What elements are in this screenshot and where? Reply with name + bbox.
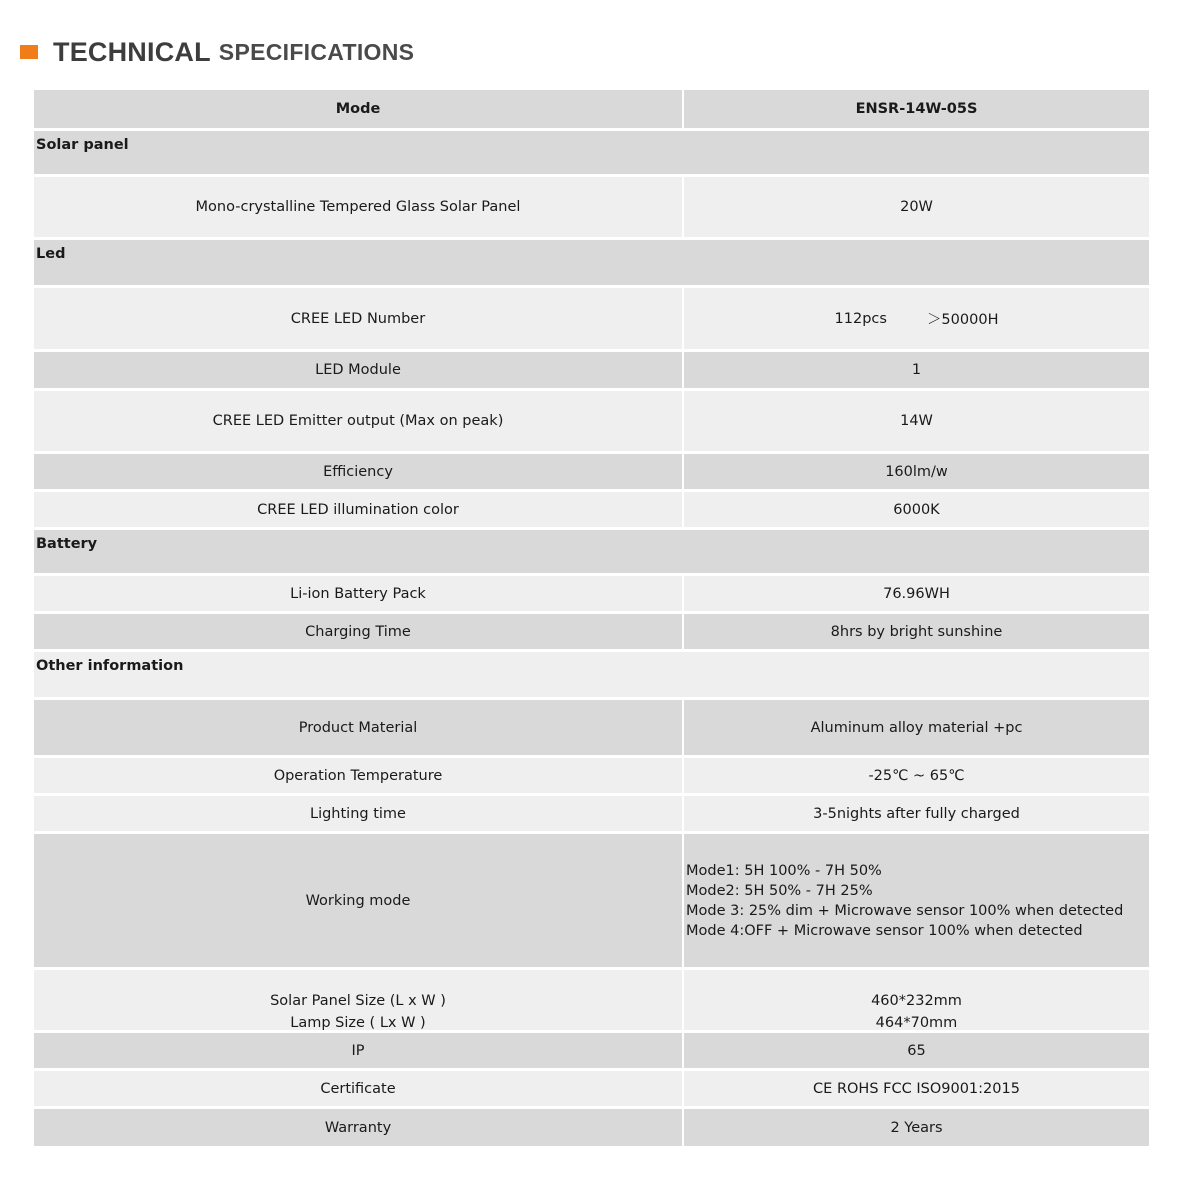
table-row — [34, 758, 1149, 796]
spec-label: Certificate — [34, 1071, 684, 1106]
table-row — [34, 492, 1149, 530]
mode-label: Mode — [34, 90, 684, 128]
spec-label: Mono-crystalline Tempered Glass Solar Panel — [34, 177, 684, 237]
spec-label: Lighting time — [34, 796, 684, 831]
working-mode-list — [684, 834, 1149, 967]
solar-panel-size-value: 460*232mm — [871, 993, 962, 1009]
spec-label — [34, 970, 684, 1030]
table-row-mode — [34, 90, 1149, 131]
table-row — [34, 1033, 1149, 1071]
section-led: Led — [34, 240, 1149, 288]
spec-label: Operation Temperature — [34, 758, 684, 793]
table-row — [34, 454, 1149, 492]
working-mode-item: Mode2: 5H 50% - 7H 25% — [686, 882, 873, 899]
section-other-information: Other information — [34, 652, 1149, 700]
spec-value: 1 — [911, 362, 922, 378]
page-heading — [20, 32, 414, 72]
table-row — [34, 1109, 1149, 1146]
spec-label: Li-ion Battery Pack — [34, 576, 684, 611]
solar-panel-size-label: Solar Panel Size (L x W ) — [270, 993, 446, 1009]
spec-label: CREE LED illumination color — [34, 492, 684, 527]
spec-label: Charging Time — [34, 614, 684, 649]
working-mode-item: Mode 3: 25% dim + Microwave sensor 100% when detected — [686, 902, 1124, 919]
spec-value: 65 — [907, 1042, 926, 1059]
spec-value: 8hrs by bright sunshine — [830, 623, 1003, 640]
spec-value — [684, 970, 1149, 1030]
table-row — [34, 391, 1149, 454]
table-row — [34, 970, 1149, 1033]
table-row — [34, 177, 1149, 240]
section-solar-panel: Solar panel — [34, 131, 1149, 177]
spec-label: Product Material — [34, 700, 684, 755]
spec-label: IP — [34, 1033, 684, 1068]
spec-table — [34, 90, 1149, 1146]
table-row — [34, 834, 1149, 970]
spec-label: LED Module — [34, 352, 684, 388]
led-count-value: 112pcs — [834, 310, 887, 327]
lamp-size-value: 464*70mm — [875, 1015, 958, 1031]
spec-value: 160lm/w — [885, 463, 948, 480]
spec-value: 76.96WH — [883, 585, 950, 602]
spec-value: 3-5nights after fully charged — [813, 805, 1020, 822]
spec-label: Warranty — [34, 1109, 684, 1146]
spec-value: -25℃ ~ 65℃ — [868, 767, 965, 784]
led-lifetime-value: ＞50000H — [926, 312, 999, 328]
table-row — [34, 1071, 1149, 1109]
spec-value: 6000K — [893, 501, 940, 518]
mode-value: ENSR-14W-05S — [855, 101, 978, 117]
spec-value — [684, 288, 1149, 349]
spec-label: Efficiency — [34, 454, 684, 489]
spec-value: 14W — [900, 413, 933, 429]
table-row — [34, 576, 1149, 614]
spec-value: CE ROHS FCC ISO9001:2015 — [813, 1080, 1020, 1097]
section-battery: Battery — [34, 530, 1149, 576]
working-mode-item: Mode1: 5H 100% - 7H 50% — [686, 862, 882, 879]
spec-label: CREE LED Number — [34, 288, 684, 349]
spec-value: 2 Years — [890, 1119, 943, 1136]
heading-title-main: TECHNICAL — [53, 36, 211, 67]
table-row — [34, 700, 1149, 758]
spec-value: Aluminum alloy material +pc — [810, 719, 1023, 736]
spec-label: Working mode — [34, 834, 684, 967]
heading-accent-square — [20, 45, 38, 59]
working-mode-item: Mode 4:OFF + Microwave sensor 100% when detected — [686, 922, 1083, 939]
spec-label: CREE LED Emitter output (Max on peak) — [34, 391, 684, 451]
heading-title-rest: SPECIFICATIONS — [218, 38, 415, 65]
table-row — [34, 288, 1149, 352]
table-row — [34, 614, 1149, 652]
spec-value: 20W — [900, 199, 933, 215]
table-row — [34, 352, 1149, 391]
table-row — [34, 796, 1149, 834]
lamp-size-label: Lamp Size ( Lx W ) — [290, 1015, 426, 1031]
